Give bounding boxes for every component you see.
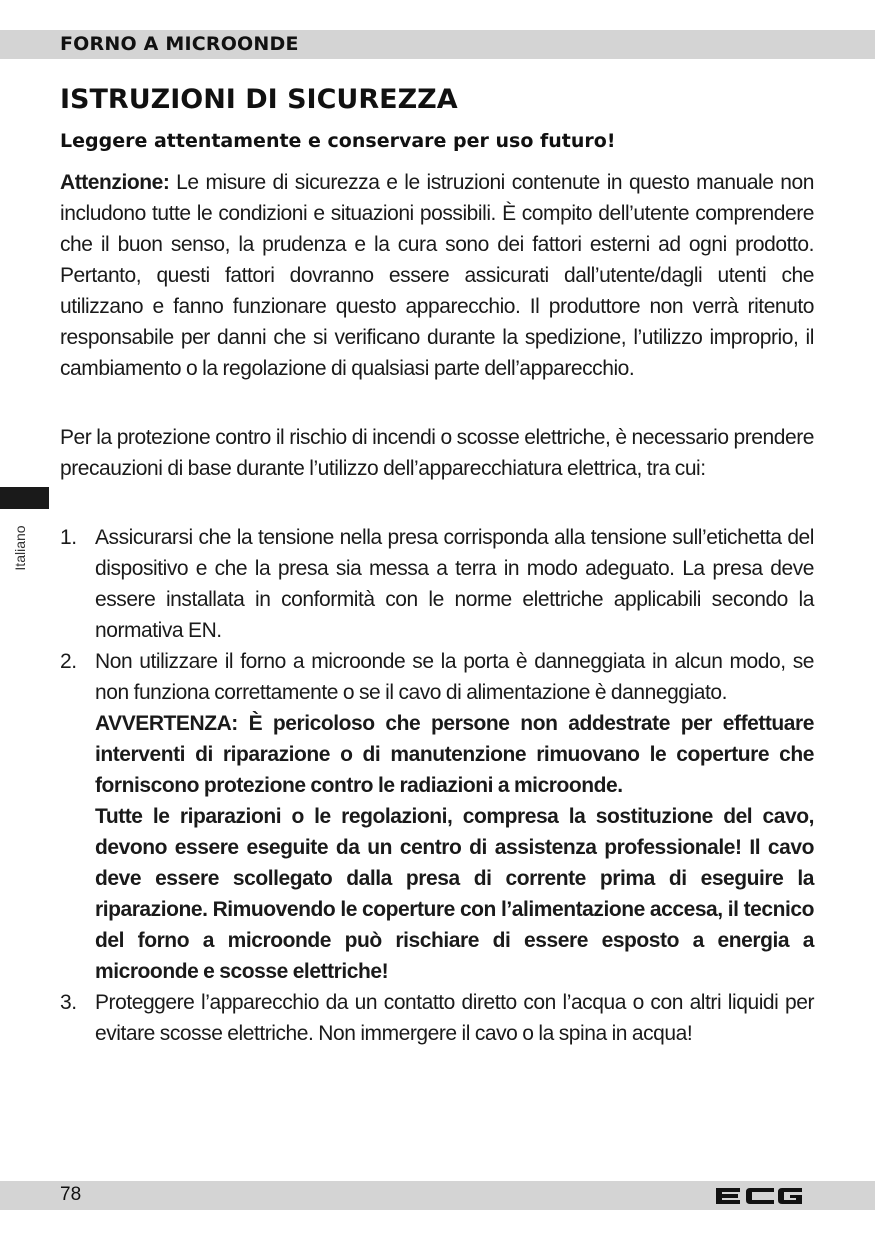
repair-warning-text: Tutte le riparazioni o le regolazioni, compresa la sostituzione del cavo, devono essere eseguite da un centro di assistenza professionale! Il cavo deve essere scollegato dalla presa di corrente prima di eseguire la riparazione. Rimuovendo le coperture con l’alimentazione accesa, il tecnico del forno a microonde può rischiare di essere esposto a energia a microonde e scosse elettriche! bbox=[95, 805, 814, 983]
language-label: Italiano bbox=[12, 525, 28, 571]
list-number: 3. bbox=[60, 991, 77, 1014]
list-number: 1. bbox=[60, 526, 77, 549]
section-header: FORNO A MICROONDE bbox=[60, 33, 299, 55]
list-text: Proteggere l’apparecchio da un contatto diretto con l’acqua o con altri liquidi per evitare scosse elettriche. Non immergere il cavo o la spina in acqua! bbox=[95, 991, 814, 1045]
intro-paragraph bbox=[60, 167, 814, 384]
language-tab bbox=[0, 487, 49, 509]
list-item bbox=[60, 987, 814, 1049]
attention-label: Attenzione: bbox=[60, 171, 170, 194]
page-number: 78 bbox=[60, 1184, 82, 1205]
list-number: 2. bbox=[60, 650, 77, 673]
safety-list bbox=[60, 522, 814, 1049]
list-item bbox=[60, 646, 814, 987]
list-text: Non utilizzare il forno a microonde se la porta è danneggiata in alcun modo, se non funziona correttamente o se il cavo di alimentazione è danneggiato. bbox=[95, 650, 814, 704]
list-item bbox=[60, 522, 814, 646]
subtitle: Leggere attentamente e conservare per uso futuro! bbox=[60, 130, 616, 152]
warning-text: AVVERTENZA: È pericoloso che persone non addestrate per effettuare interventi di riparazione o di manutenzione rimuovano le coperture che forniscono protezione contro le radiazioni a microonde. bbox=[95, 712, 814, 797]
precautions-paragraph: Per la protezione contro il rischio di incendi o scosse elettriche, è necessario prendere precauzioni di base durante l’utilizzo dell’apparecchiatura elettrica, tra cui: bbox=[60, 426, 814, 480]
ecg-logo bbox=[714, 1186, 804, 1206]
intro-text: Le misure di sicurezza e le istruzioni contenute in questo manuale non includono tutte le condizioni e situazioni possibili. È compito dell’utente comprendere che il buon senso, la prudenza e la cura sono dei fattori esterni ad ogni prodotto. Pertanto, questi fattori dovranno essere assicurati dall’utente/dagli utenti che utilizzano e fanno funzionare questo apparecchio. Il produttore non verrà ritenuto responsabile per danni che si verificano durante la spedizione, l’utilizzo improprio, il cambiamento o la regolazione di qualsiasi parte dell’apparecchio. bbox=[60, 171, 814, 380]
page-title: ISTRUZIONI DI SICUREZZA bbox=[60, 84, 458, 115]
list-text: Assicurarsi che la tensione nella presa corrisponda alla tensione sull’etichetta del dispositivo e che la presa sia messa a terra in modo adeguato. La presa deve essere installata in conformità con le norme elettriche applicabili secondo la normativa EN. bbox=[95, 526, 814, 642]
